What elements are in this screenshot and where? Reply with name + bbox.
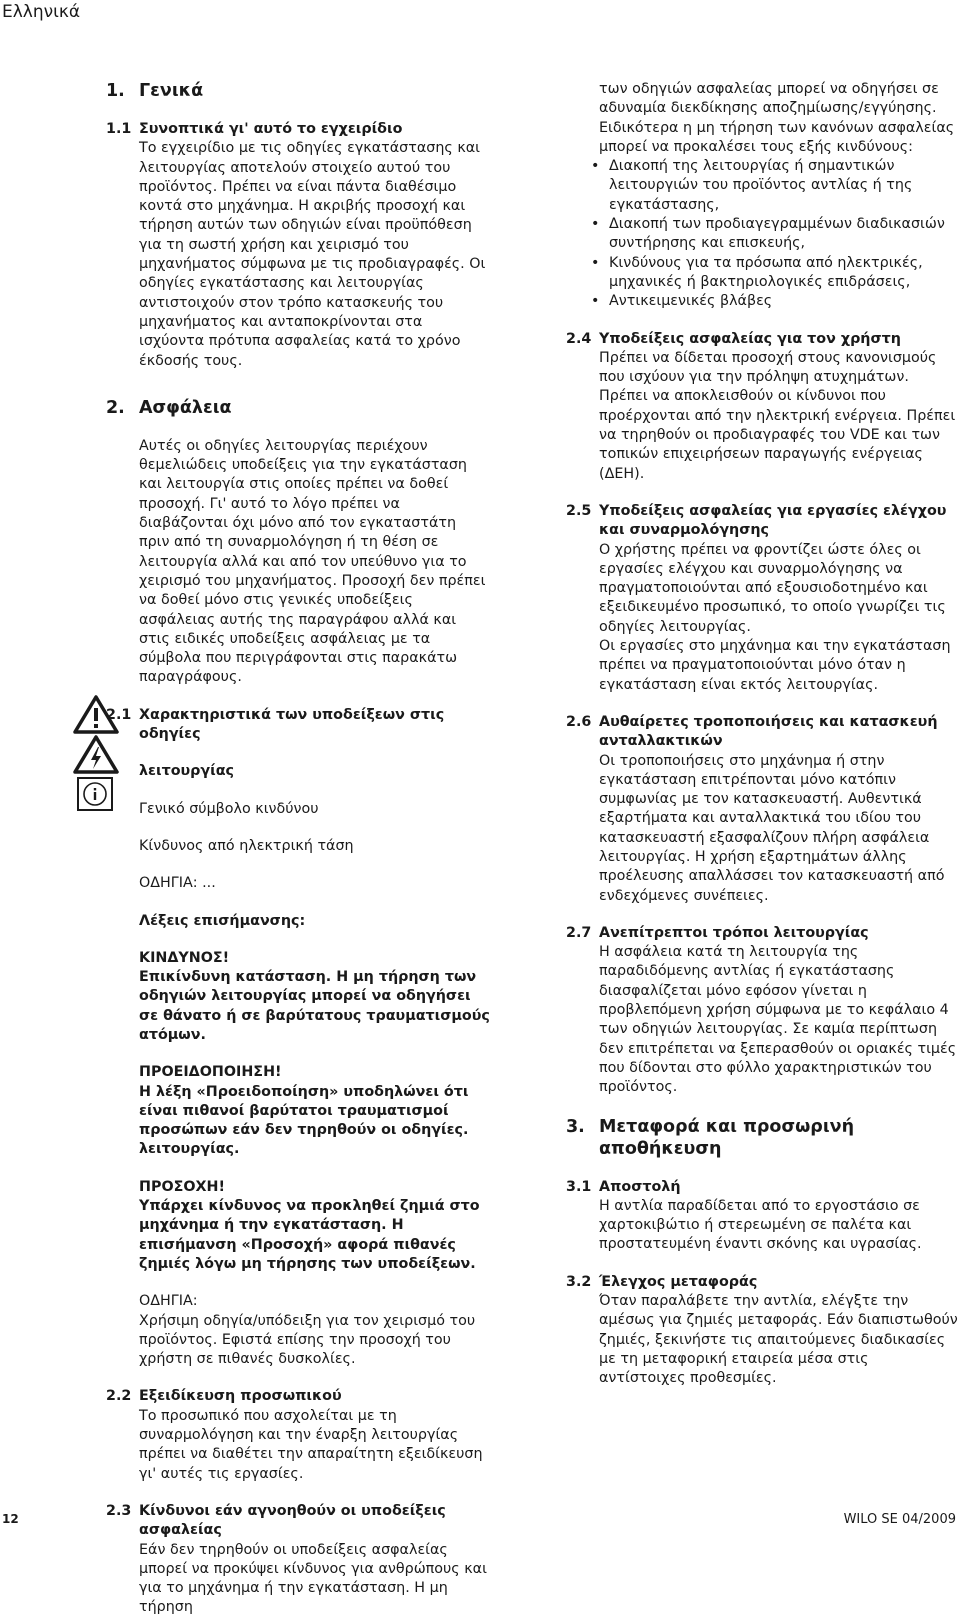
info-icon bbox=[73, 774, 119, 814]
language-label: Ελληνικά bbox=[2, 2, 81, 22]
caution-label: ΠΡΟΣΟΧΗ! bbox=[139, 1178, 226, 1195]
hazard-list bbox=[566, 157, 958, 311]
section-2-4 bbox=[566, 330, 958, 484]
section-2-2 bbox=[106, 1387, 490, 1483]
section-body: Πρέπει να δίδεται προσοχή στους κανονισμούς που ισχύουν για την πρόληψη ατυχημάτων. Πρέπει να αποκλεισθούν οι κίνδυνοι που προέρχονται από την ηλεκτρική ενέργεια. Πρέπει να τηρηθούν οι προδιαγραφές του VDE και των τοπικών επιχειρήσεων παραγωγής ενέργειας (ΔΕΗ). bbox=[599, 349, 956, 482]
section-title: Έλεγχος μεταφοράς bbox=[599, 1273, 758, 1290]
section-title-continued: λειτουργίας bbox=[139, 763, 235, 780]
section-title: Εξειδίκευση προσωπικού bbox=[139, 1388, 342, 1405]
section-3-1 bbox=[566, 1178, 958, 1255]
page-number: 12 bbox=[2, 1512, 19, 1526]
section-body: Οι τροποποιήσεις στο μηχάνημα ή στην εγκατάσταση επιτρέπονται μόνο κατόπιν συμφωνίας με τον κατασκευαστή. Αυθεντικά εξαρτήματα και ανταλλακτικά του ιδίου του κατασκευαστή εξασφαλίζουν πλήρη ασφάλεια λειτουργίας. Η χρήση εξαρτημάτων άλλης προέλευσης απαλλάσσει τον κατασκευαστή από ενδεχόμενες συνέπειες. bbox=[599, 752, 945, 904]
section-body: Το προσωπικό που ασχολείται με τη συναρμολόγηση και την έναρξη λειτουργίας πρέπει να διαθέτει την απαραίτητη εξειδίκευση γι' αυτές τις εργασίες. bbox=[139, 1407, 483, 1482]
section-number: 2.2 bbox=[106, 1388, 132, 1405]
section-number: 2.4 bbox=[566, 330, 592, 347]
section-body: Οι εργασίες στο μηχάνημα και την εγκατάσταση πρέπει να πραγματοποιούνται μόνο όταν η εγκατάσταση είναι εκτός λειτουργίας. bbox=[599, 638, 951, 693]
section-title: Αυθαίρετες τροποποιήσεις και κατασκευή ανταλλακτικών bbox=[599, 713, 938, 750]
list-item: • Κινδύνους για τα πρόσωπα από ηλεκτρικές, μηχανικές ή βακτηριολογικές επιδράσεις, bbox=[591, 254, 958, 293]
warning-label: ΠΡΟΕΙΔΟΠΟΙΗΣΗ! bbox=[139, 1064, 282, 1081]
signal-words-heading: Λέξεις επισήμανσης: bbox=[139, 912, 306, 929]
section-body: Το εγχειρίδιο με τις οδηγίες εγκατάστασης και λειτουργίας αποτελούν στοιχείο αυτού του προϊόντος. Πρέπει να είναι πάντα διαθέσιμο κοντά στο μηχάνημα. Η ακριβής προσοχή και τήρηση αυτών των οδηγιών είναι προϋπόθεση για τη σωστή χρήση και χειρισμό του μηχανήματος σύμφωνα με τις προδιαγραφές. Οι οδηγίες εγκατάστασης και λειτουργίας αντιστοιχούν στον τρόπο κατασκευής του μηχανήματος και ανταποκρίνονται στα ισχύοντα πρότυπα ασφαλείας κατά το χρόνο έκδοσής τους. bbox=[139, 140, 486, 369]
symbol-general-label: Γενικό σύμβολο κινδύνου bbox=[139, 800, 319, 817]
right-column bbox=[566, 80, 958, 1389]
left-column bbox=[106, 76, 490, 1618]
danger-label: ΚΙΝΔΥΝΟΣ! bbox=[139, 949, 230, 966]
electric-hazard-icon bbox=[73, 734, 119, 774]
caution-text: Υπάρχει κίνδυνος να προκληθεί ζημιά στο μηχάνημα ή την εγκατάσταση. Η επισήμανση «Προσοχή» αφορά πιθανές ζημιές λόγω μη τήρησης των υποδείξεων. bbox=[139, 1198, 480, 1272]
note-label: ΟΔΗΓΙΑ: bbox=[139, 1293, 198, 1310]
section-3-2 bbox=[566, 1273, 958, 1389]
section-2-body bbox=[106, 437, 490, 688]
section-title: Χαρακτηριστικά των υποδείξεων στις οδηγίες bbox=[139, 706, 445, 743]
section-number: 2.5 bbox=[566, 502, 592, 519]
danger-text: Επικίνδυνη κατάσταση. Η μη τήρηση των οδηγιών λειτουργίας μπορεί να οδηγήσει σε θάνατο ή σε βαρύτατους τραυματισμούς ατόμων. bbox=[139, 969, 490, 1043]
section-title: Συνοπτικά γι' αυτό το εγχειρίδιο bbox=[139, 121, 403, 137]
section-number: 2.3 bbox=[106, 1502, 132, 1519]
symbol-note-label: ΟΔΗΓΙΑ: ... bbox=[139, 875, 216, 892]
section-title: Υποδείξεις ασφαλείας για εργασίες ελέγχου και συναρμολόγησης bbox=[599, 502, 947, 539]
section-2-3-continued bbox=[566, 80, 958, 157]
section-1-heading bbox=[106, 80, 490, 102]
publisher-edition: WILO SE 04/2009 bbox=[843, 1512, 956, 1527]
section-2-3 bbox=[106, 1502, 490, 1618]
section-2-1 bbox=[106, 706, 490, 1370]
section-1-1 bbox=[106, 120, 490, 371]
list-item: • Διακοπή της λειτουργίας ή σημαντικών λειτουργιών του προϊόντος αντλίας ή της εγκατάστασης, bbox=[591, 157, 958, 215]
section-number: 2. bbox=[106, 397, 125, 418]
section-number: 3.1 bbox=[566, 1178, 592, 1195]
section-body: Η ασφάλεια κατά τη λειτουργία της παραδιδόμενης αντλίας ή εγκατάστασης διασφαλίζεται μόνο εφόσον γίνεται η προβλεπόμενη χρήση σύμφωνα με το κεφάλαιο 4 των οδηγιών λειτουργίας. Σε καμία περίπτωση δεν επιτρέπεται να ξεπερασθούν οι οριακές τιμές που δίδονται στο φύλλο χαρακτηριστικών του προϊόντος. bbox=[599, 944, 957, 1096]
section-number: 1. bbox=[106, 81, 125, 101]
symbols-column bbox=[73, 694, 119, 814]
note-text: Χρήσιμη οδηγία/υπόδειξη για τον χειρισμό του προϊόντος. Εφιστά επίσης την προσοχή του χρήστη σε πιθανές δυσκολίες. bbox=[139, 1312, 476, 1368]
section-title: Ασφάλεια bbox=[139, 397, 232, 418]
section-title: Ανεπίτρεπτοι τρόποι λειτουργίας bbox=[599, 924, 869, 941]
warning-triangle-icon bbox=[73, 694, 119, 734]
section-title: Κίνδυνοι εάν αγνοηθούν οι υποδείξεις ασφαλείας bbox=[139, 1502, 446, 1539]
list-item: • Διακοπή των προδιαγεγραμμένων διαδικασιών συντήρησης και επισκευής, bbox=[591, 215, 958, 254]
section-title: Υποδείξεις ασφαλείας για τον χρήστη bbox=[599, 330, 901, 347]
section-3-heading bbox=[566, 1116, 958, 1160]
section-2-5 bbox=[566, 502, 958, 695]
symbol-electric-label: Κίνδυνος από ηλεκτρική τάση bbox=[139, 837, 354, 854]
section-2-heading bbox=[106, 397, 490, 419]
section-number: 2.7 bbox=[566, 924, 592, 941]
section-number: 3. bbox=[566, 1116, 585, 1137]
section-body: των οδηγιών ασφαλείας μπορεί να οδηγήσει σε αδυναμία διεκδίκησης αποζημίωσης/εγγύησης. Ειδικότερα η μη τήρηση των κανόνων ασφαλείας μπορεί να προκαλέσει τους εξής κινδύνους: bbox=[599, 81, 955, 155]
section-body: Ο χρήστης πρέπει να φροντίζει ώστε όλες οι εργασίες ελέγχου και συναρμολόγησης να πραγματοποιούνται από εξουσιοδοτημένο και εξειδικευμένο προσωπικό, το οποίο γνωρίζει τις οδηγίες λειτουργίας. bbox=[599, 541, 946, 635]
section-number: 2.1 bbox=[106, 706, 132, 723]
section-title: Αποστολή bbox=[599, 1178, 681, 1195]
section-body: Όταν παραλάβετε την αντλία, ελέγξτε την αμέσως για ζημιές μεταφοράς. Εάν διαπιστωθούν ζημιές, ξεκινήστε τις απαιτούμενες διαδικασίες με τη μεταφορική εταιρεία μέσα στις αντίστοιχες προθεσμίες. bbox=[599, 1293, 958, 1387]
section-number: 1.1 bbox=[106, 121, 132, 137]
list-item: • Αντικειμενικές βλάβες bbox=[591, 292, 958, 311]
section-body: Αυτές οι οδηγίες λειτουργίας περιέχουν θεμελιώδεις υποδείξεις για την εγκατάσταση και λειτουργία στις οποίες πρέπει να δοθεί προσοχή. Γι' αυτό το λόγο πρέπει να διαβάζονται όχι μόνο από τον εγκαταστάτη πριν από τη συναρμολόγηση ή τη θέση σε λειτουργία αλλά και από τον υπεύθυνο για το χειρισμό του μηχανήματος. Προσοχή δεν πρέπει να δοθεί μόνο στις γενικές υποδείξεις ασφάλειας αυτής της παραγράφου αλλά και στις ειδικές υποδείξεις ασφάλειας με τα σύμβολα που περιγράφονται στις παρακάτω παραγράφους. bbox=[139, 437, 486, 686]
section-title: Μεταφορά και προσωρινή αποθήκευση bbox=[599, 1116, 855, 1159]
section-body: Η αντλία παραδίδεται από το εργοστάσιο σε χαρτοκιβώτιο ή στερεωμένη σε παλέτα και προστατευμένη έναντι σκόνης και υγρασίας. bbox=[599, 1197, 922, 1253]
section-2-7 bbox=[566, 924, 958, 1098]
section-body: Εάν δεν τηρηθούν οι υποδείξεις ασφαλείας μπορεί να προκύψει κίνδυνος για ανθρώπους και για το μηχάνημα ή την εγκατάσταση. Η μη τήρηση bbox=[139, 1541, 487, 1616]
section-number: 3.2 bbox=[566, 1273, 592, 1290]
warning-text: Η λέξη «Προειδοποίηση» υποδηλώνει ότι είναι πιθανοί βαρύτατοι τραυματισμοί προσώπων εάν δεν τηρηθούν οι οδηγίες. λειτουργίας. bbox=[139, 1083, 469, 1158]
section-2-6 bbox=[566, 713, 958, 906]
section-title: Γενικά bbox=[139, 81, 204, 101]
section-number: 2.6 bbox=[566, 713, 592, 730]
